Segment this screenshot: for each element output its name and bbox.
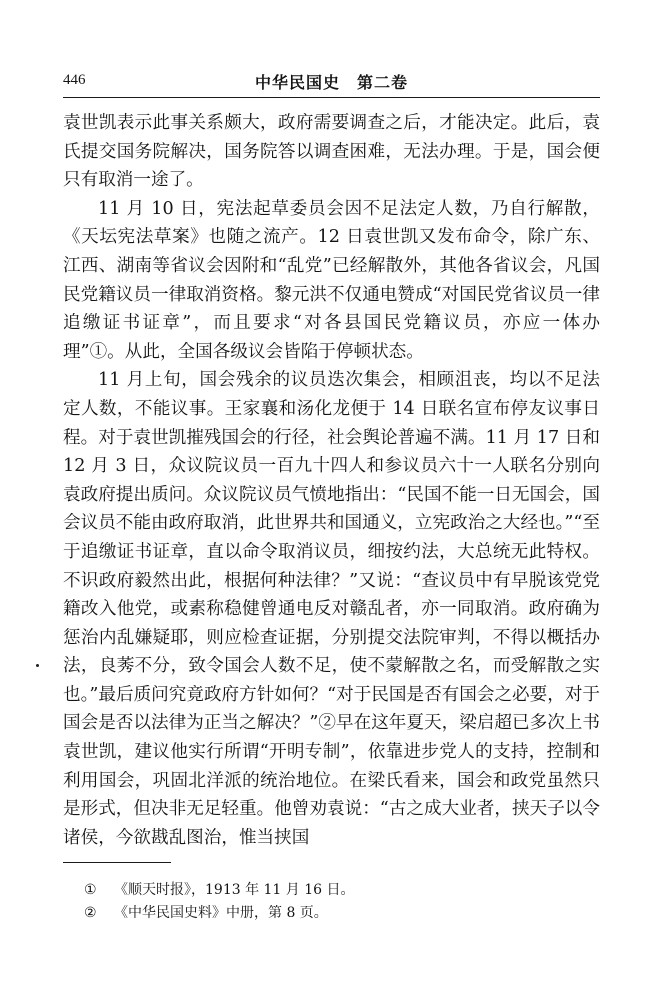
footnote-mark: ① bbox=[84, 882, 97, 898]
footnote-rule bbox=[63, 862, 171, 863]
footnote-text: 《顺天时报》，1913 年 11 月 16 日。 bbox=[114, 882, 355, 898]
paragraph-constitution-committee: 11 月 10 日，宪法起草委员会因不足法定人数，乃自行解散，《天坛宪法草案》也随之流产。12 日袁世凯又发布命令，除广东、江西、湖南等省议会因附和“乱党”已经解散外，其他各省议会，凡国民党籍议员一律取消资格。黎元洪不仅通电赞成“对国民党省议员一律追缴证书证章”，而且要求“对各县国民党籍议员，亦应一体办理”①。从此，全国各级议会皆陷于停顿状态。 bbox=[63, 198, 600, 362]
margin-dot bbox=[36, 664, 39, 667]
header-rule bbox=[63, 97, 600, 98]
footnote-text: 《中华民国史料》中册，第 8 页。 bbox=[114, 905, 328, 921]
paragraph-parliament-remnant: 11 月上旬，国会残余的议员迭次集会，相顾沮丧，均以不足法定人数，不能议事。王家襄和汤化龙便于 14 日联名宣布停友议事日程。对于袁世凯摧残国会的行径，社会舆论普遍不满。11 月 17 日和 12 月 3 日，众议院议员一百九十四人和参议员六十一人联名分别向袁政府提出质问。众议院议员气愤地指出：“民国不能一日无国会，国会议员不能由政府取消，此世界共和国通义，立宪政治之大经也。”“至于追缴证书证章，直以命令取消议员，细按约法，大总统无此特权。不识政府毅然出此，根据何种法律？”又说：“查议员中有早脱该党党籍改入他党，或素称稳健曾通电反对赣乱者，亦一同取消。政府确为惩治内乱嫌疑耶，则应检查证据，分别提交法院审判，不得以概括办法，良莠不分，致令国会人数不足，使不蒙解散之名，而受解散之实也。”最后质问究竟政府方针如何？“对于民国是否有国会之必要，对于国会是否以法律为正当之解决？”②早在这年夏天，梁启超已多次上书袁世凯，建议他实行所谓“开明专制”，依靠进步党人的支持，控制和利用国会，巩固北洋派的统治地位。在梁氏看来，国会和政党虽然只是形式，但决非无足轻重。他曾劝袁说：“古之成大业者，挟天子以令诸侯，今欲戡乱图治，惟当挟国 bbox=[63, 370, 601, 848]
paragraph-continuation: 袁世凯表示此事关系颇大，政府需要调查之后，才能决定。此后，袁氏提交国务院解决，国务院答以调查困难，无法办理。于是，国会便只有取消一途了。 bbox=[63, 113, 600, 191]
footnote-mark: ② bbox=[84, 905, 97, 921]
footnotes bbox=[84, 879, 584, 925]
page-header bbox=[63, 70, 600, 94]
footnote-item bbox=[84, 902, 584, 925]
body-text bbox=[63, 109, 600, 852]
page-number: 446 bbox=[63, 72, 86, 88]
running-title: 中华民国史 第二卷 bbox=[254, 73, 408, 92]
footnote-item bbox=[84, 879, 584, 902]
